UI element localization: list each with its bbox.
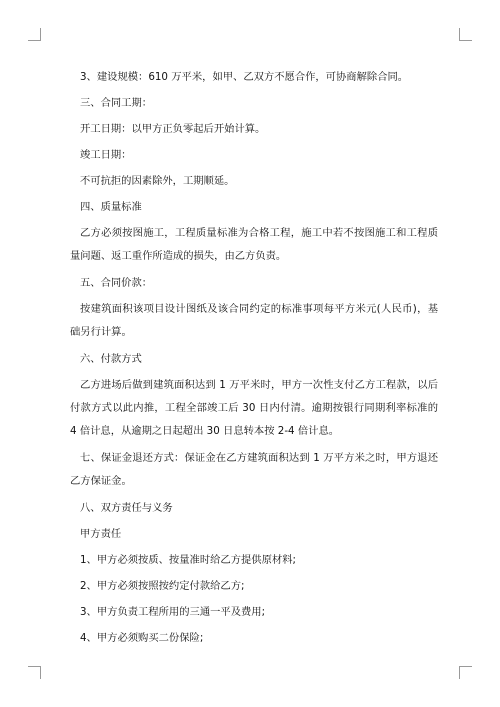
document-page (70, 66, 438, 653)
section-heading-payment: 六、付款方式 (80, 353, 142, 365)
party-a-item-4: 4、甲方必须购买二份保险; (80, 632, 204, 644)
clause-construction-scale: 3、建设规模：610 万平米，如甲、乙双方不愿合作，可协商解除合同。 (80, 71, 409, 83)
payment-paragraph: 乙方进场后做到建筑面积达到 1 万平米时，甲方一次性支付乙方工程款，以后付款方式以此内推，工程全部竣工后 30 日内付清。逾期按银行同期利率标准的 4 倍计息，从逾期之日起超出 30 日息转本按 2-4 倍计息。 (70, 379, 438, 437)
quality-paragraph: 乙方必须按图施工，工程质量标准为合格工程，施工中若不按图施工和工程质量问题、返工重作所造成的损失，由乙方负责。 (70, 227, 438, 262)
completion-date-text: 竣工日期： (80, 149, 132, 161)
party-a-item-2: 2、甲方必须按照按约定付款给乙方; (80, 580, 245, 592)
party-a-item-1: 1、甲方必须按质、按量准时给乙方提供原材料; (80, 554, 296, 566)
corner-mark-bottom-right (459, 666, 472, 679)
subheading-party-a: 甲方责任 (80, 528, 122, 540)
force-majeure-text: 不可抗拒的因素除外，工期顺延。 (80, 175, 235, 187)
corner-mark-top-right (459, 28, 472, 41)
party-a-item-3: 3、甲方负责工程所用的三通一平及费用; (80, 606, 266, 618)
price-paragraph: 按建筑面积该项目设计图纸及该合同约定的标准事项每平方米元(人民币)，基础另行计算。 (70, 303, 438, 338)
section-heading-price: 五、合同价款： (80, 277, 153, 289)
start-date-text: 开工日期：以甲方正负零起后开始计算。 (80, 123, 266, 135)
section-heading-contract-period: 三、合同工期： (80, 97, 153, 109)
deposit-refund-paragraph: 七、保证金退还方式：保证金在乙方建筑面积达到 1 万平方米之时，甲方退还乙方保证金。 (70, 452, 438, 487)
section-heading-quality: 四、质量标准 (80, 201, 142, 213)
corner-mark-top-left (28, 28, 41, 41)
section-heading-responsibilities: 八、双方责任与义务 (80, 502, 173, 514)
corner-mark-bottom-left (28, 666, 41, 679)
